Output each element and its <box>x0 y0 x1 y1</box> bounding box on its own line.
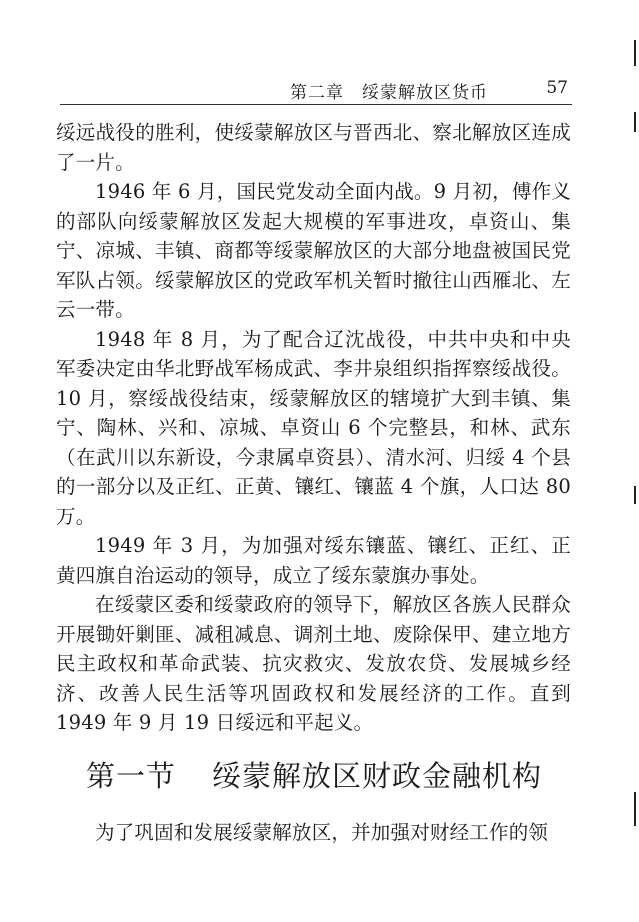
paragraph: 1949 年 3 月，为加强对绥东镶蓝、镶红、正红、正黄四旗自治运动的领导，成立了绥东蒙旗办事处。 <box>56 534 571 587</box>
section-number: 第一节 <box>86 759 177 793</box>
scan-edge-mark <box>634 112 636 132</box>
section-body <box>56 818 571 848</box>
scan-edge-mark <box>634 792 636 826</box>
paragraph: 1946 年 6 月，国民党发动全面内战。9 月初，傅作义的部队向绥蒙解放区发起大规模的军事进攻，卓资山、集宁、凉城、丰镇、商都等绥蒙解放区的大部分地盘被国民党军队占领。绥蒙解放区的党政军机关暂时撤往山西雁北、左云一带。 <box>56 180 571 321</box>
paragraph: 在绥蒙区委和绥蒙政府的领导下，解放区各族人民群众开展锄奸剿匪、减租减息、调剂土地、废除保甲、建立地方民主政权和革命武装、抗灾救灾、发放农贷、发展城乡经济、改善人民生活等巩固政权和发展经济的工作。直到 1949 年 9 月 19 日绥远和平起义。 <box>56 593 571 734</box>
paragraph: 1948 年 8 月，为了配合辽沈战役，中共中央和中央军委决定由华北野战军杨成武、李井泉组织指挥察绥战役。10 月，察绥战役结束，绥蒙解放区的辖境扩大到丰镇、集宁、陶林、兴和、凉城、卓资山 6 个完整县，和林、武东（在武川以东新设，今隶属卓资县）、清水河、归绥 4 个县的一部分以及正红、正黄、镶红、镶蓝 4 个旗，人口达 80 万。 <box>56 327 571 528</box>
scan-edge-mark <box>634 40 636 66</box>
scan-edge-mark <box>634 486 636 504</box>
paragraph-continuation: 绥远战役的胜利，使绥蒙解放区与晋西北、察北解放区连成了一片。 <box>56 121 571 174</box>
paragraph: 为了巩固和发展绥蒙解放区，并加强对财经工作的领 <box>95 821 549 844</box>
section-title: 绥蒙解放区财政金融机构 <box>212 759 543 793</box>
page-number: 57 <box>546 78 568 98</box>
section-heading <box>86 754 542 795</box>
body-text <box>56 118 571 738</box>
chapter-title: 第二章 绥蒙解放区货币 <box>290 83 488 103</box>
running-header <box>60 76 572 105</box>
